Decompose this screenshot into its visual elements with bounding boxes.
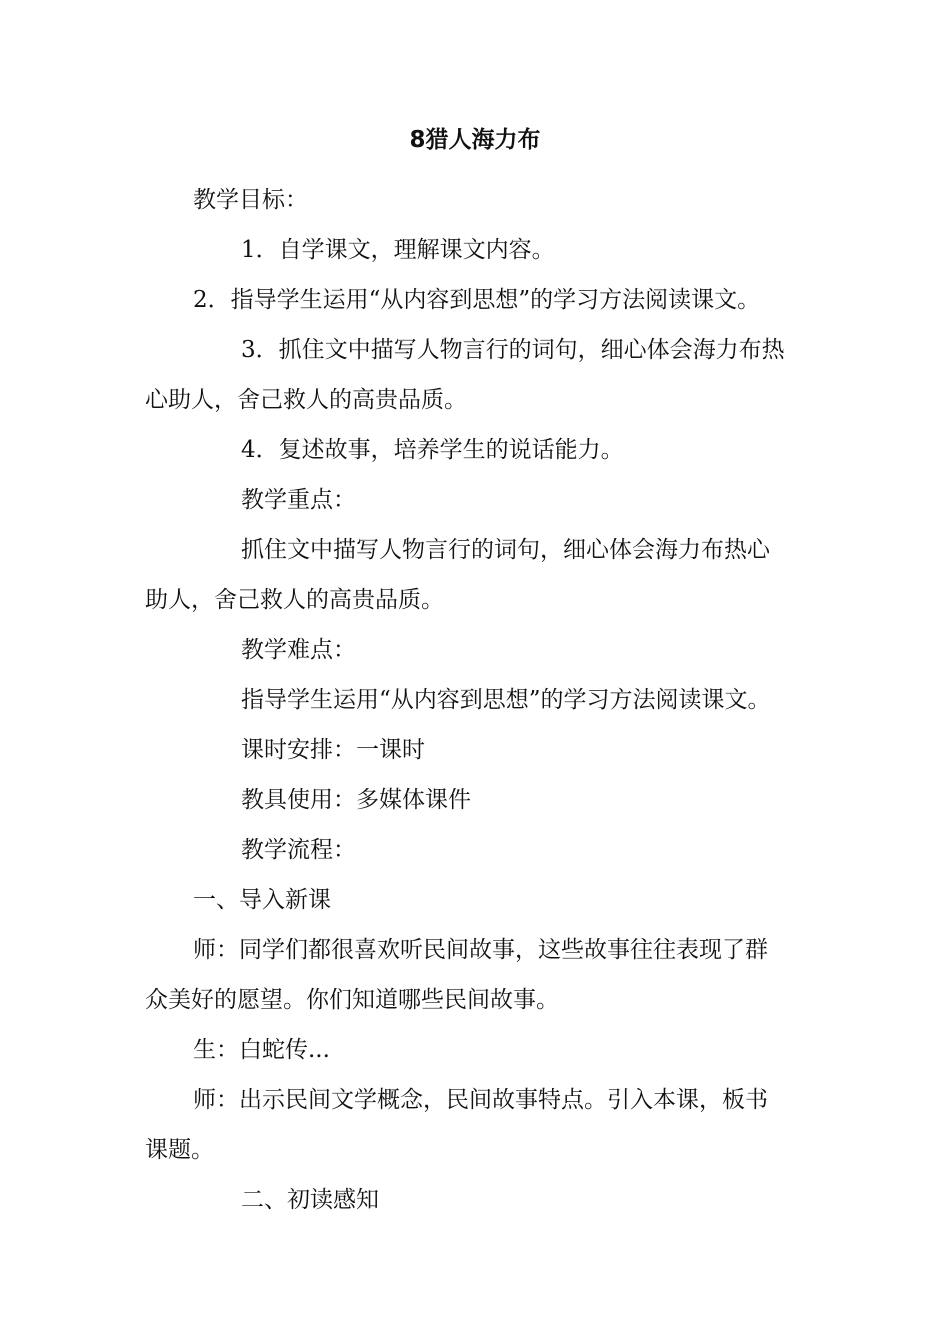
goal-item-3-continued: 心助人，舍己救人的高贵品质。 [145, 387, 467, 413]
teaching-tools: 教具使用：多媒体课件 [241, 787, 471, 813]
heading-key-points: 教学重点： [241, 487, 356, 513]
key-points-text-continued: 助人，舍己救人的高贵品质。 [145, 587, 444, 613]
section-one-heading: 一、导入新课 [193, 887, 331, 913]
key-points-text: 抓住文中描写人物言行的词句，细心体会海力布热心 [241, 537, 770, 563]
teacher-line-2: 师：出示民间文学概念，民间故事特点。引入本课，板书 [193, 1087, 768, 1113]
class-schedule: 课时安排：一课时 [241, 737, 425, 763]
teacher-line-1: 师：同学们都很喜欢听民间故事，这些故事往往表现了群 [193, 937, 768, 963]
teacher-line-2-continued: 课题。 [145, 1137, 214, 1163]
student-line: 生：白蛇传... [193, 1037, 330, 1063]
goal-item-4: 4．复述故事，培养学生的说话能力。 [241, 437, 624, 463]
heading-teaching-goals: 教学目标： [193, 187, 308, 213]
heading-difficulties: 教学难点： [241, 637, 356, 663]
teacher-line-1-continued: 众美好的愿望。你们知道哪些民间故事。 [145, 987, 559, 1013]
goal-item-1: 1．自学课文，理解课文内容。 [241, 237, 555, 263]
heading-teaching-process: 教学流程： [241, 837, 356, 863]
document-title: 8猎人海力布 [409, 127, 541, 153]
goal-item-3: 3．抓住文中描写人物言行的词句，细心体会海力布热 [241, 337, 785, 363]
goal-item-2: 2．指导学生运用“从内容到思想”的学习方法阅读课文。 [193, 287, 761, 313]
section-two-heading: 二、初读感知 [241, 1187, 379, 1213]
difficulties-text: 指导学生运用“从内容到思想”的学习方法阅读课文。 [241, 687, 771, 713]
